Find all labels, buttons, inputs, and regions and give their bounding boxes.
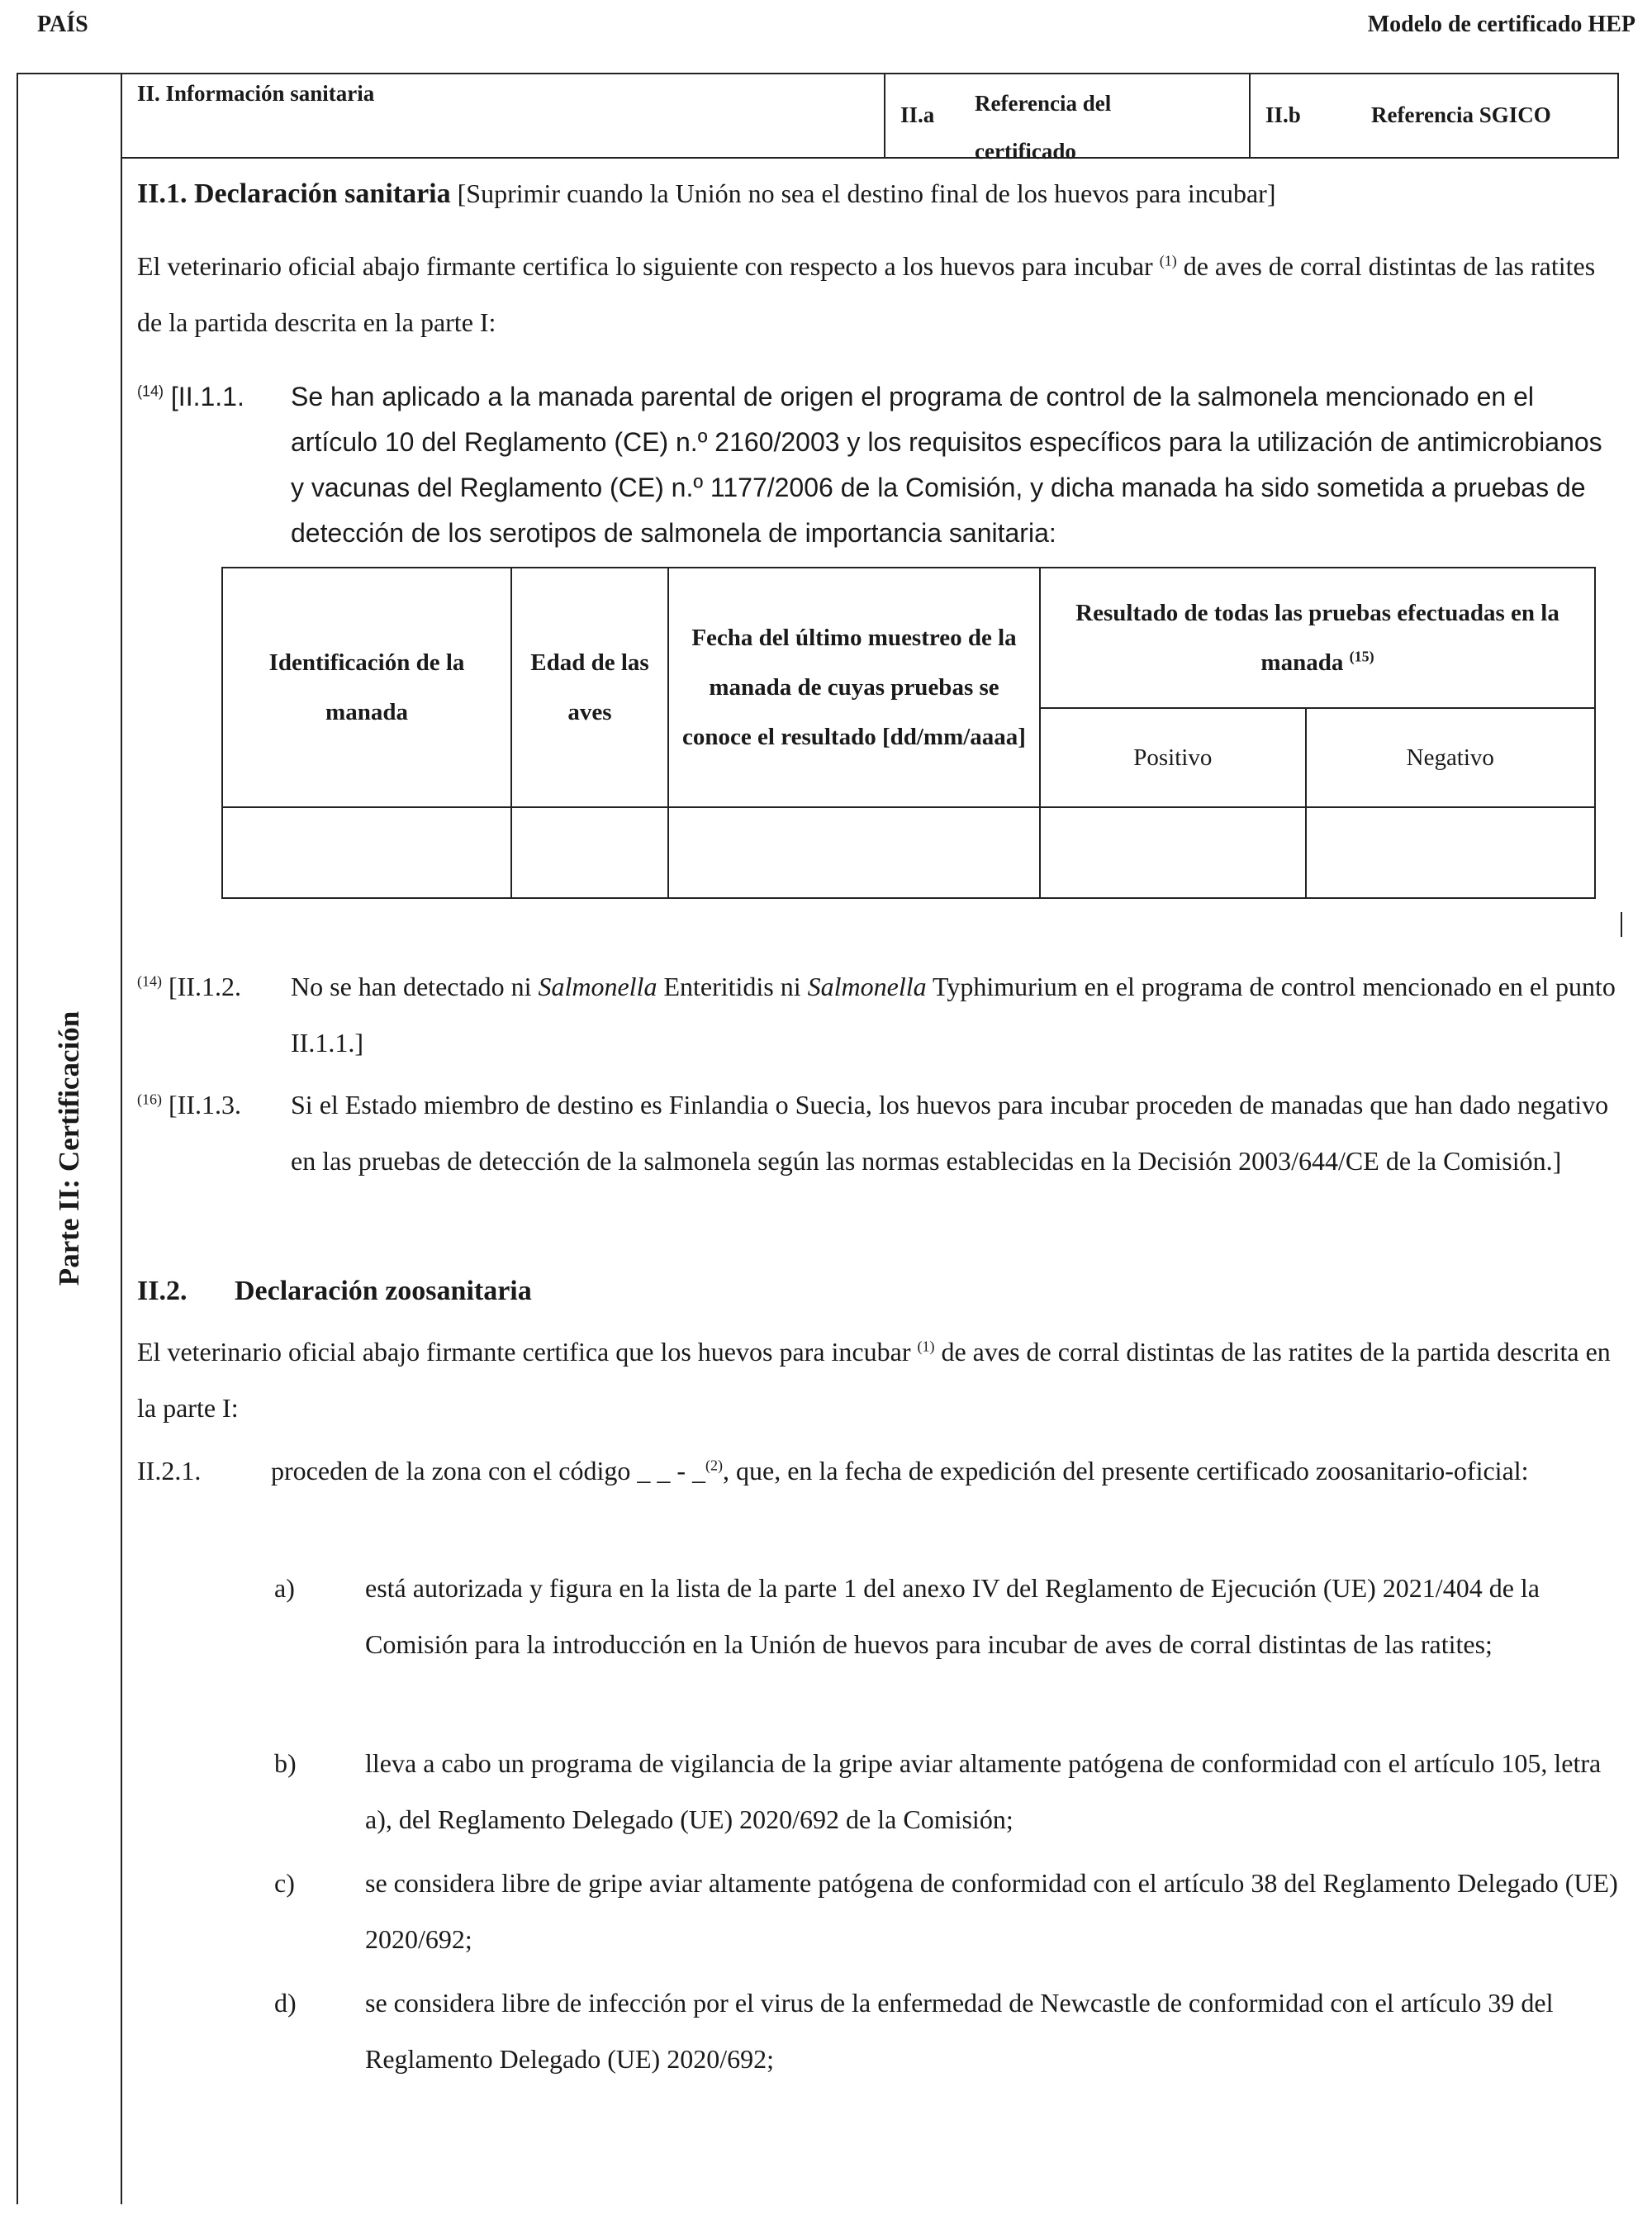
col-last-sampling-date: Fecha del último muestreo de la manada de cuyas pruebas se conoce el resultado [dd/mm/aaaa] bbox=[668, 568, 1040, 807]
col-test-results bbox=[1040, 568, 1595, 708]
text-cursor-mark bbox=[1621, 912, 1622, 937]
frame-left-inner-line bbox=[121, 73, 122, 2204]
reference-row-bottom-line bbox=[121, 157, 1619, 159]
certificate-reference-label: Referencia del certificado bbox=[975, 91, 1112, 164]
section1-heading-title: II.1. Declaración sanitaria bbox=[137, 178, 451, 209]
reference-divider-a bbox=[884, 73, 885, 159]
item-text bbox=[271, 1443, 1626, 1499]
footnote-ref: (2) bbox=[705, 1457, 724, 1474]
section2-intro-text-cont: de aves de corral distintas de las ratites de la partida descrita en la parte I: bbox=[137, 1337, 1611, 1423]
side-label-text: Parte II: Certificación bbox=[53, 1010, 85, 1286]
item-number bbox=[137, 958, 241, 1015]
col-test-results-text: Resultado de todas las pruebas efectuadas en la manada bbox=[1075, 600, 1559, 676]
footnote-ref: (1) bbox=[1159, 252, 1177, 269]
section2-intro bbox=[137, 1324, 1624, 1436]
section1-heading-note: [Suprimir cuando la Unión no sea el destino final de los huevos para incubar] bbox=[457, 178, 1276, 208]
frame-top-line bbox=[17, 73, 1619, 74]
subitem-text: está autorizada y figura en la lista de la parte 1 del anexo IV del Reglamento de Ejecución (UE) 2021/404 de la Comisión para la introducción en la Unión de huevos para incubar de aves de corral distintas de las ratites; bbox=[365, 1573, 1540, 1659]
item-number-text: [II.1.1. bbox=[170, 382, 244, 411]
section1-intro bbox=[137, 238, 1624, 350]
section2-heading-number: II.2. bbox=[137, 1276, 188, 1306]
sgico-reference-label: Referencia SGICO bbox=[1371, 102, 1551, 127]
reference-b-code: II.b bbox=[1265, 102, 1301, 127]
section2-intro-text: El veterinario oficial abajo firmante certifica que los huevos para incubar bbox=[137, 1337, 911, 1367]
footnote-ref: (14) bbox=[137, 972, 162, 990]
italic-term: Salmonella bbox=[538, 972, 657, 1001]
subitem-letter: d) bbox=[274, 1988, 297, 2018]
section-title: II. Información sanitaria bbox=[137, 81, 375, 106]
section2-heading-title: Declaración zoosanitaria bbox=[235, 1276, 532, 1306]
cell-bird-age[interactable] bbox=[511, 807, 668, 898]
col-flock-id: Identificación de la manada bbox=[222, 568, 511, 807]
subitem-text: se considera libre de infección por el virus de la enfermedad de Newcastle de conformidad con el artículo 39 del Reglamento Delegado (UE) 2020/692; bbox=[365, 1988, 1554, 2074]
footnote-ref: (15) bbox=[1349, 648, 1374, 665]
item-text-part: , que, en la fecha de expedición del presente certificado zoosanitario-oficial: bbox=[723, 1456, 1529, 1486]
item-number bbox=[137, 1077, 241, 1133]
cell-flock-id[interactable] bbox=[222, 807, 511, 898]
section1-heading bbox=[137, 165, 1624, 222]
cell-sampling-date[interactable] bbox=[668, 807, 1040, 898]
item-text-part: Typhimurium en el programa de control mencionado en el punto II.1.1.] bbox=[291, 972, 1616, 1058]
reference-a-code: II.a bbox=[900, 102, 935, 127]
item-text: Se han aplicado a la manada parental de origen el programa de control de la salmonela mencionado en el artículo 10 del Reglamento (CE) n.º 2160/2003 y los requisitos específicos para la utilización de antimicrobianos y vacunas del Reglamento (CE) n.º 1177/2006 de la Comisión, y dicha manada ha sido sometida a pruebas de detección de los serotipos de salmonela de importancia sanitaria: bbox=[291, 382, 1602, 548]
cell-negative[interactable] bbox=[1306, 807, 1595, 898]
item-text-part: Enteritidis ni bbox=[663, 972, 801, 1001]
footnote-ref: (1) bbox=[917, 1338, 935, 1355]
certificate-model-title: Modelo de certificado HEP bbox=[1367, 12, 1635, 37]
cell-positive[interactable] bbox=[1040, 807, 1306, 898]
item-text-part: No se han detectado ni bbox=[291, 972, 532, 1001]
section1-intro-text-cont: de aves de corral distintas de las ratites de la partida descrita en la parte I: bbox=[137, 251, 1596, 337]
item-text bbox=[291, 958, 1621, 1071]
flock-test-table bbox=[221, 567, 1596, 899]
col-positive: Positivo bbox=[1040, 708, 1306, 807]
subitem-letter: c) bbox=[274, 1868, 295, 1898]
country-label: PAÍS bbox=[37, 12, 88, 37]
col-bird-age: Edad de las aves bbox=[511, 568, 668, 807]
item-text: Si el Estado miembro de destino es Finlandia o Suecia, los huevos para incubar proceden de manadas que han dado negativo en las pruebas de detección de la salmonela según las normas establecidas en la Decisión 2003/644/CE de la Comisión.] bbox=[291, 1090, 1609, 1176]
subitem-text: se considera libre de gripe aviar altamente patógena de conformidad con el artículo 38 del Reglamento Delegado (UE) 2020/692; bbox=[365, 1868, 1618, 1954]
subitem-letter: a) bbox=[274, 1573, 295, 1603]
item-number-text: [II.1.3. bbox=[169, 1090, 241, 1120]
col-negative: Negativo bbox=[1306, 708, 1595, 807]
item-number-text: [II.1.2. bbox=[169, 972, 241, 1001]
footnote-ref: (14) bbox=[137, 383, 164, 400]
frame-right-line bbox=[1617, 73, 1619, 159]
section1-intro-text: El veterinario oficial abajo firmante certifica lo siguiente con respecto a los huevos para incubar bbox=[137, 251, 1153, 281]
item-text-part: proceden de la zona con el código _ _ - _ bbox=[271, 1456, 706, 1486]
italic-term: Salmonella bbox=[807, 972, 927, 1001]
side-label bbox=[18, 942, 121, 1355]
footnote-ref: (16) bbox=[137, 1091, 162, 1108]
subitem-text: lleva a cabo un programa de vigilancia de la gripe aviar altamente patógena de conformidad con el artículo 105, letra a), del Reglamento Delegado (UE) 2020/692 de la Comisión; bbox=[365, 1748, 1602, 1834]
section2-heading bbox=[137, 1262, 532, 1319]
item-number: II.2.1. bbox=[137, 1456, 202, 1486]
subitem-letter: b) bbox=[274, 1748, 297, 1778]
reference-divider-b bbox=[1249, 73, 1251, 159]
item-number bbox=[137, 374, 244, 420]
